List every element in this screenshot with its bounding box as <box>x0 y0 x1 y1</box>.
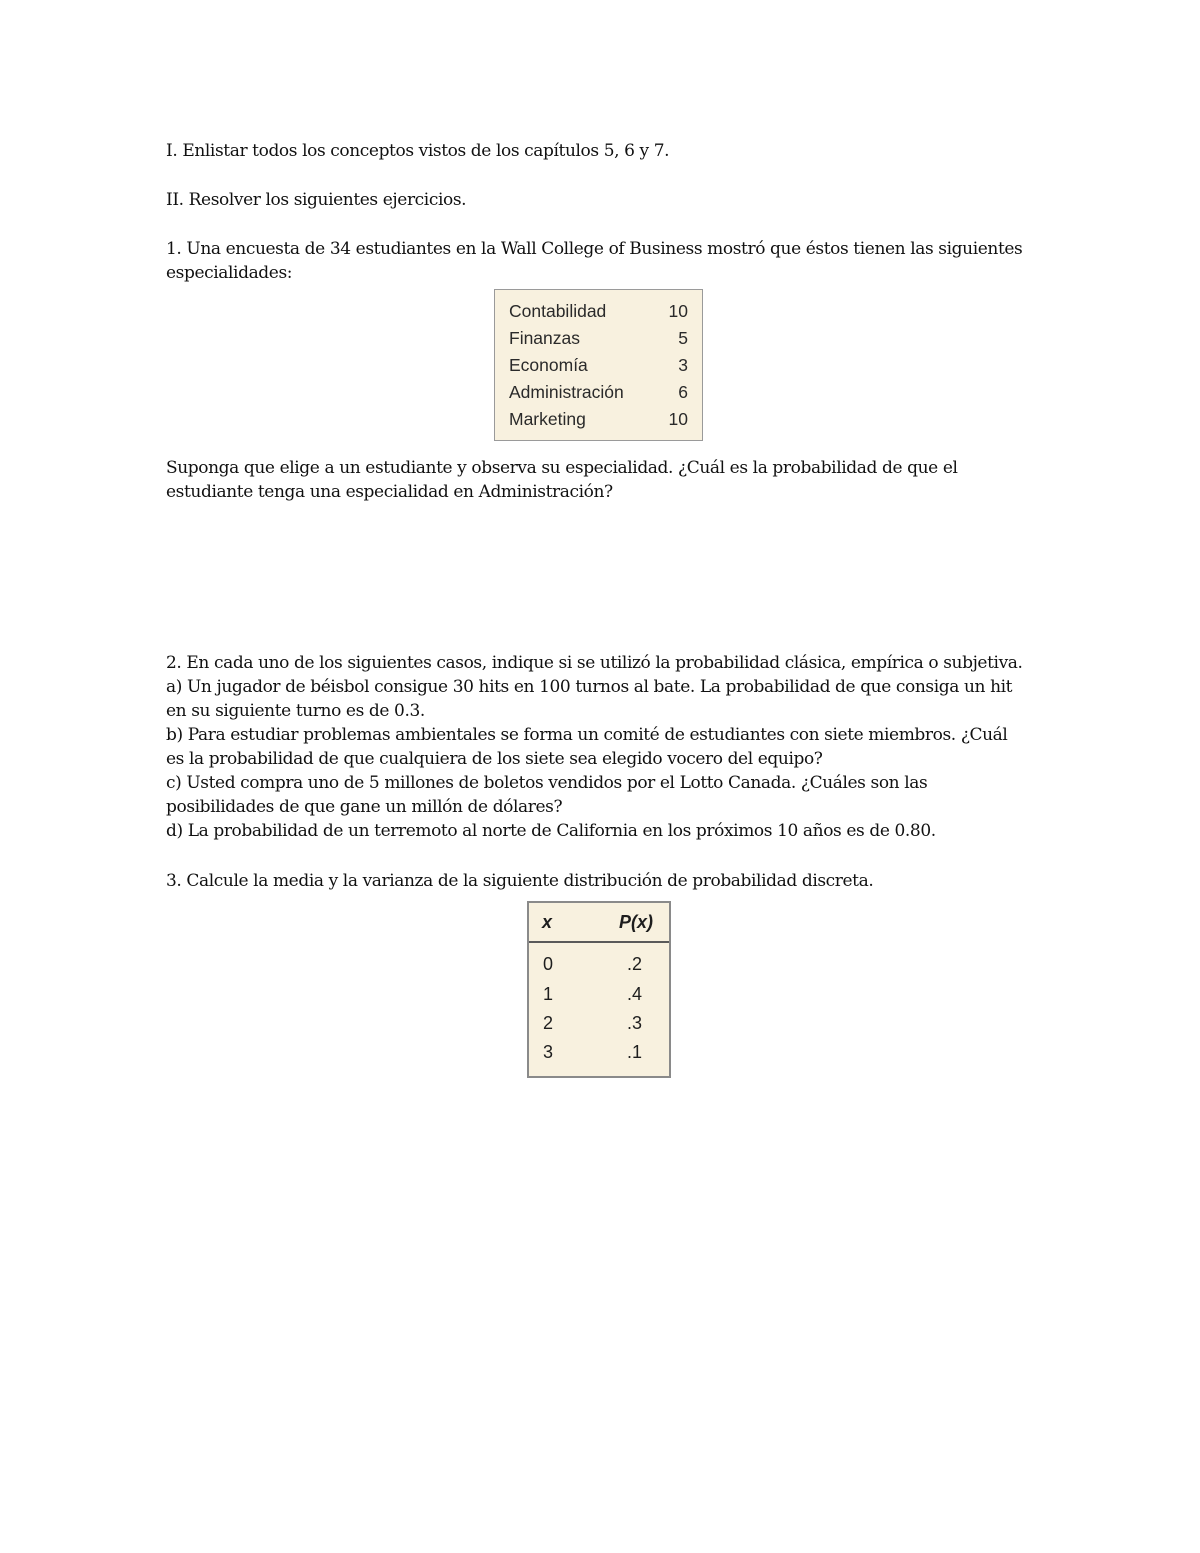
specialty-count: 3 <box>678 355 688 375</box>
question-three <box>166 869 1046 893</box>
question-two-line: d) La probabilidad de un terremoto al norte de California en los próximos 10 años es de 0.80. <box>166 821 936 841</box>
question-two-line: en su siguiente turno es de 0.3. <box>166 701 425 721</box>
cell-x: 1 <box>543 984 554 1004</box>
cell-px: .1 <box>627 1042 643 1062</box>
specialty-label: Administración <box>509 382 624 402</box>
specialty-label: Contabilidad <box>509 301 607 321</box>
specialties-table <box>494 289 703 441</box>
specialties-row <box>509 379 688 406</box>
specialty-count: 5 <box>678 328 688 348</box>
specialty-label: Finanzas <box>509 328 581 348</box>
section-one-heading <box>166 139 1046 163</box>
section-one-text: I. Enlistar todos los conceptos vistos de los capítulos 5, 6 y 7. <box>166 141 670 161</box>
specialties-row <box>509 325 688 352</box>
question-two-line: posibilidades de que gane un millón de dólares? <box>166 797 563 817</box>
probability-distribution-table <box>527 901 671 1078</box>
cell-x: 2 <box>543 1013 554 1033</box>
cell-px: .4 <box>627 984 643 1004</box>
specialty-label: Marketing <box>509 409 586 429</box>
question-one-prompt-line: estudiante tenga una especialidad en Administración? <box>166 482 613 502</box>
question-two-line: a) Un jugador de béisbol consigue 30 hits en 100 turnos al bate. La probabilidad de que consiga un hit <box>166 677 1013 697</box>
specialty-count: 10 <box>668 301 688 321</box>
question-one-prompt <box>166 456 1046 504</box>
section-two-heading <box>166 188 1046 212</box>
specialty-label: Economía <box>509 355 588 375</box>
question-two <box>166 651 1046 843</box>
specialties-row <box>509 298 688 325</box>
question-two-line: c) Usted compra uno de 5 millones de boletos vendidos por el Lotto Canada. ¿Cuáles son las <box>166 773 928 793</box>
question-two-line: 2. En cada uno de los siguientes casos, indique si se utilizó la probabilidad clásica, empírica o subjetiva. <box>166 653 1023 673</box>
header-px: P(x) <box>619 912 654 932</box>
cell-px: .3 <box>627 1013 643 1033</box>
question-one-line: 1. Una encuesta de 34 estudiantes en la Wall College of Business mostró que éstos tienen las siguientes <box>166 239 1023 259</box>
table-row <box>529 979 669 1009</box>
table-row <box>529 949 669 979</box>
specialties-row <box>509 406 688 433</box>
table-row <box>529 1008 669 1038</box>
header-x: x <box>542 912 553 932</box>
cell-x: 3 <box>543 1042 554 1062</box>
question-one-prompt-line: Suponga que elige a un estudiante y observa su especialidad. ¿Cuál es la probabilidad de que el <box>166 458 958 478</box>
section-two-text: II. Resolver los siguientes ejercicios. <box>166 190 467 210</box>
specialties-row <box>509 352 688 379</box>
question-two-line: es la probabilidad de que cualquiera de los siete sea elegido vocero del equipo? <box>166 749 823 769</box>
question-three-text: 3. Calcule la media y la varianza de la siguiente distribución de probabilidad discreta. <box>166 871 874 891</box>
table-row <box>529 1037 669 1067</box>
table-header <box>529 903 669 943</box>
question-two-line: b) Para estudiar problemas ambientales se forma un comité de estudiantes con siete miembros. ¿Cuál <box>166 725 1008 745</box>
question-one-line: especialidades: <box>166 263 293 283</box>
cell-px: .2 <box>627 954 643 974</box>
cell-x: 0 <box>543 954 554 974</box>
question-one-intro <box>166 237 1046 285</box>
specialty-count: 10 <box>668 409 688 429</box>
specialty-count: 6 <box>678 382 688 402</box>
